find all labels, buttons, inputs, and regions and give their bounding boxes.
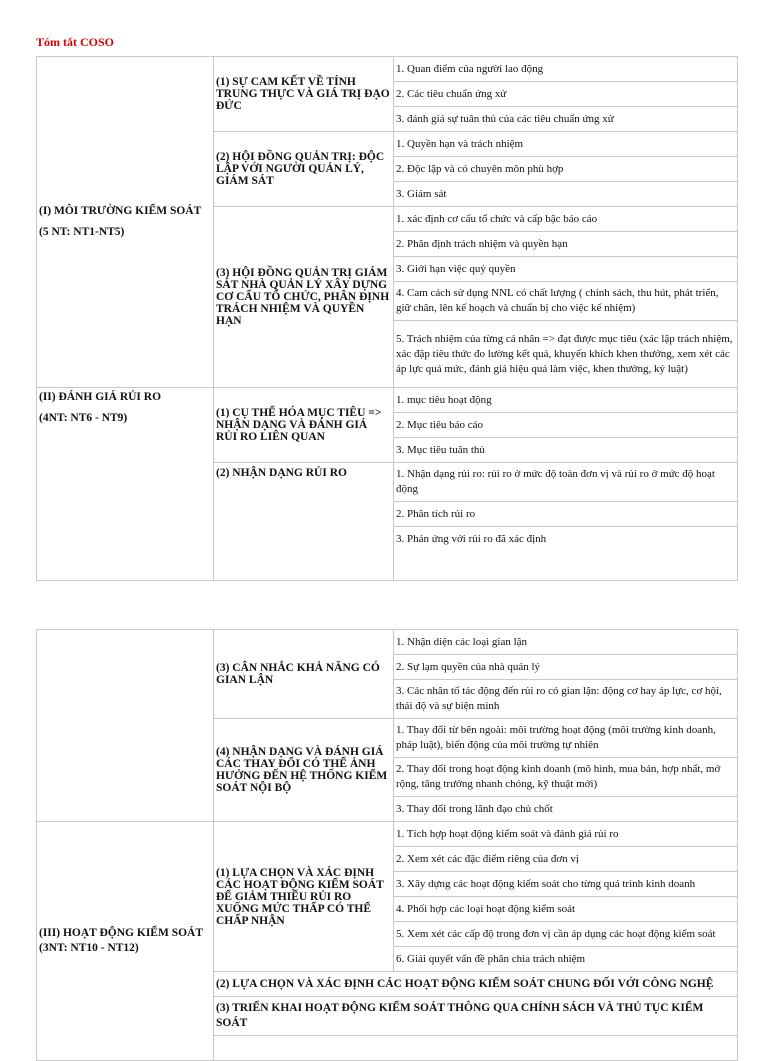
component-title: (II) ĐÁNH GIÁ RỦI RO	[39, 391, 162, 403]
item-cell: 1. Tích hợp hoạt động kiểm soát và đánh giá rủi ro	[394, 822, 738, 847]
principle-cell: (2) HỘI ĐỒNG QUẢN TRỊ: ĐỘC LẬP VỚI NGƯỜI QUẢN LÝ, GIÁM SÁT	[214, 132, 394, 207]
item-cell: 3. Giới hạn việc quỷ quyền	[394, 257, 738, 282]
coso-table-part-2	[36, 629, 738, 1061]
item-cell: 1. mục tiêu hoạt động	[394, 388, 738, 413]
coso-table-part-1	[36, 56, 738, 581]
principle-row-span-partial	[214, 1036, 738, 1061]
item-cell: 1. Quyền hạn và trách nhiệm	[394, 132, 738, 157]
document-title: Tóm tắt COSO	[36, 35, 114, 49]
item-cell: 3. đánh giá sự tuân thủ của các tiêu chuẩn ứng xử	[394, 107, 738, 132]
item-cell: 5. Trách nhiệm của từng cá nhân => đạt được mục tiêu (xác lập trách nhiệm, xác đặp tiêu thức đo lường kết quả, khuyến khích khen thưởng, xem xét các áp lực quá mức, đánh giá hiệu quả làm việc, khen thưởng, kỷ luật)	[394, 321, 738, 388]
item-cell: 1. Nhận dạng rủi ro: rủi ro ở mức độ toàn đơn vị và rủi ro ở mức độ hoạt động	[394, 463, 738, 502]
item-cell: 3. Các nhân tố tác động đến rủi ro có gian lận: động cơ hay áp lực, cơ hội, thái độ và sự biện minh	[394, 680, 738, 719]
item-cell: 1. Thay đổi từ bên ngoài: môi trường hoạt động (môi trường kinh doanh, pháp luật), biến động của môi trường tự nhiên	[394, 719, 738, 758]
item-cell: 2. Độc lập và có chuyên môn phù hợp	[394, 157, 738, 182]
principle-cell: (1) SỰ CAM KẾT VỀ TÍNH TRUNG THỰC VÀ GIÁ TRỊ ĐẠO ĐỨC	[214, 57, 394, 132]
item-cell: 2. Thay đổi trong hoạt động kinh doanh (mô hình, mua bán, hợp nhất, mở rộng, tăng trưởng nhanh chóng, kỹ thuật mới)	[394, 758, 738, 797]
item-cell: 3. Giám sát	[394, 182, 738, 207]
item-cell: 4. Cam cách sử dụng NNL có chất lượng ( chính sách, thu hút, phát triển, giữ chân, lên kế hoạch và chuẩn bị cho việc kế nhiệm)	[394, 282, 738, 321]
principle-row-span: (2) LỰA CHỌN VÀ XÁC ĐỊNH CÁC HOẠT ĐỘNG KIỂM SOÁT CHUNG ĐỐI VỚI CÔNG NGHỆ	[214, 972, 738, 997]
principle-cell: (2) NHẬN DẠNG RỦI RO	[214, 463, 394, 581]
principle-cell: (4) NHẬN DẠNG VÀ ĐÁNH GIÁ CÁC THAY ĐỔI CÓ THỂ ẢNH HƯỞNG ĐẾN HỆ THỐNG KIỂM SOÁT NỘI BỘ	[214, 719, 394, 822]
item-cell: 4. Phối hợp các loại hoạt động kiểm soát	[394, 897, 738, 922]
item-cell: 2. Sự lạm quyền của nhà quản lý	[394, 655, 738, 680]
item-cell: 6. Giải quyết vấn đề phân chia trách nhiệm	[394, 947, 738, 972]
item-cell: 2. Phân định trách nhiệm và quyền hạn	[394, 232, 738, 257]
item-cell: 3. Mục tiêu tuân thủ	[394, 438, 738, 463]
item-cell: 3. Phản ứng với rủi ro đã xác định	[394, 527, 738, 581]
item-cell: 5. Xem xét các cấp độ trong đơn vị cần áp dụng các hoạt động kiểm soát	[394, 922, 738, 947]
component-subtitle: (4NT: NT6 - NT9)	[39, 412, 128, 424]
component-subtitle: (5 NT: NT1-NT5)	[39, 226, 125, 238]
component-cell-control-activities	[37, 822, 214, 1061]
component-title: (III) HOẠT ĐỘNG KIỂM SOÁT (3NT: NT10 - NT12)	[39, 927, 203, 954]
component-cell-risk-assessment	[37, 388, 214, 581]
principle-cell: (3) HỘI ĐỒNG QUẢN TRỊ GIÁM SÁT NHÀ QUẢN LÝ XÂY DỰNG CƠ CẤU TỔ CHỨC, PHÂN ĐỊNH TRÁCH NHIỆM VÀ QUYỀN HẠN	[214, 207, 394, 388]
principle-cell: (3) CÂN NHẮC KHẢ NĂNG CÓ GIAN LẬN	[214, 630, 394, 719]
item-cell: 2. Phân tích rủi ro	[394, 502, 738, 527]
principle-row-span: (3) TRIỂN KHAI HOẠT ĐỘNG KIỂM SOÁT THÔNG QUA CHÍNH SÁCH VÀ THỦ TỤC KIỂM SOÁT	[214, 997, 738, 1036]
item-cell: 1. Quan điểm của người lao động	[394, 57, 738, 82]
item-cell: 3. Xây dựng các hoạt động kiểm soát cho từng quá trình kinh doanh	[394, 872, 738, 897]
item-cell: 2. Mục tiêu báo cáo	[394, 413, 738, 438]
principle-cell: (1) LỰA CHỌN VÀ XÁC ĐỊNH CÁC HOẠT ĐỘNG KIỂM SOÁT ĐỂ GIẢM THIỂU RỦI RO XUỐNG MỨC THẤP CÓ THỂ CHẤP NHẬN	[214, 822, 394, 972]
item-cell: 1. Nhận diện các loại gian lận	[394, 630, 738, 655]
item-cell: 2. Các tiêu chuẩn ứng xử	[394, 82, 738, 107]
component-cell-risk-assessment-continued	[37, 630, 214, 822]
principle-cell: (1) CỤ THỂ HÓA MỤC TIÊU => NHẬN DẠNG VÀ ĐÁNH GIÁ RỦI RO LIÊN QUAN	[214, 388, 394, 463]
item-cell: 3. Thay đổi trong lãnh đạo chủ chốt	[394, 797, 738, 822]
component-cell-control-environment	[37, 57, 214, 388]
item-cell: 2. Xem xét các đặc điểm riêng của đơn vị	[394, 847, 738, 872]
item-cell: 1. xác định cơ cấu tổ chức và cấp bậc báo cáo	[394, 207, 738, 232]
component-title: (I) MÔI TRƯỜNG KIỂM SOÁT	[39, 205, 202, 217]
